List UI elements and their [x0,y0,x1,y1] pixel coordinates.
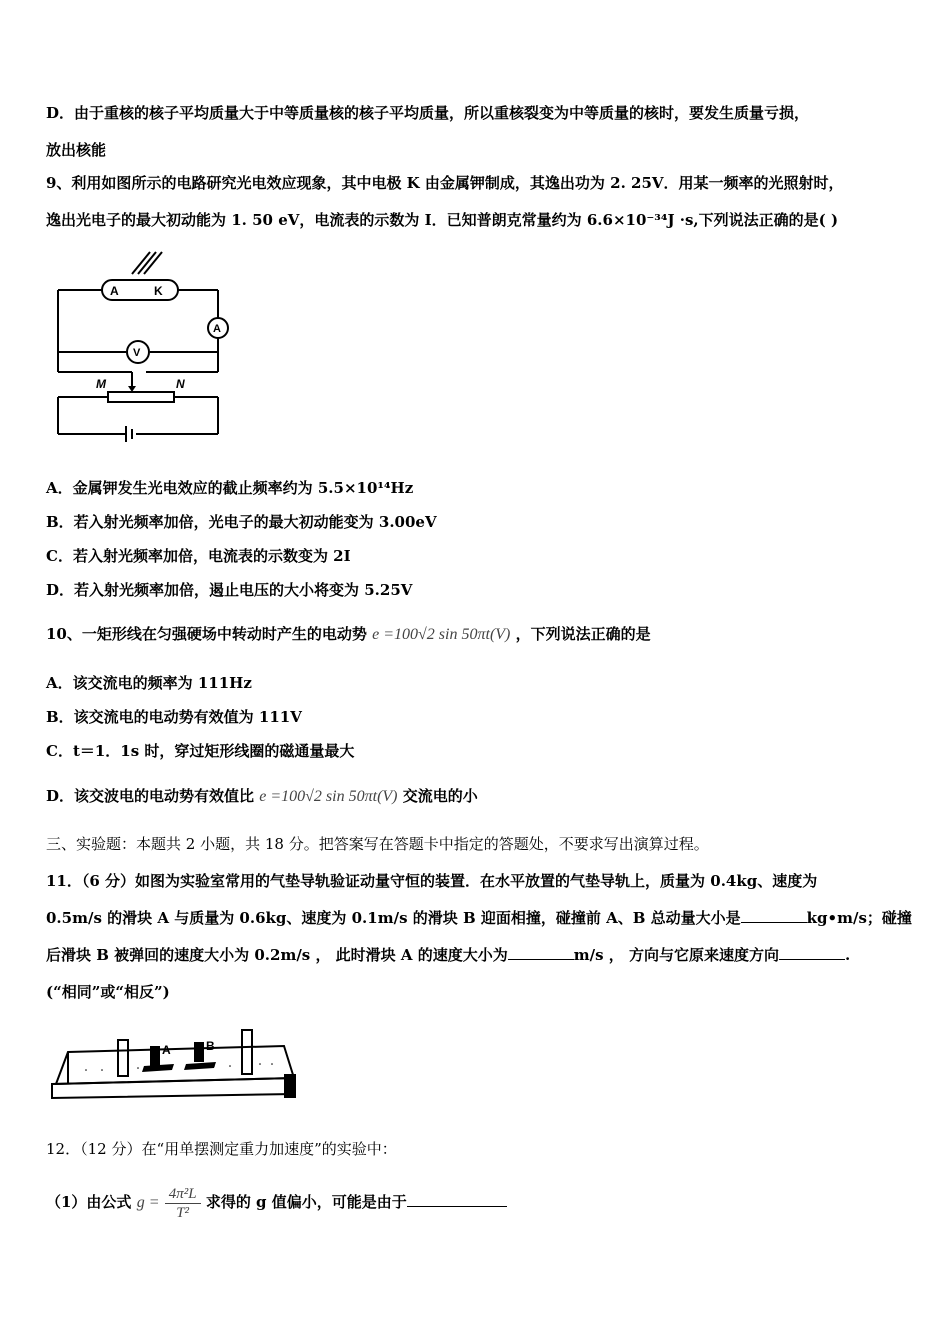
voltmeter-label: V [133,347,141,359]
q8-option-d-line2: 放出核能 [46,141,107,159]
q12-blank-reason[interactable] [407,1192,507,1207]
q12-formula-fraction [165,1185,201,1222]
q10-option-d-formula: e =100√2 sin 50πt(V) [259,788,398,805]
q11-line4: (“相同”或“相反”) [46,983,170,1001]
section3-title: 三、实验题：本题共 2 小题，共 18 分。把答案写在答题卡中指定的答题处，不要求写出演算过程。 [46,835,709,853]
ammeter-label: A [213,323,221,335]
q12-formula-lhs: g = [136,1194,160,1211]
q10-stem-pre: 10、一矩形线在匀强硬场中转动时产生的电动势 [46,625,367,643]
q12-stem: 12．（12 分）在“用单摆测定重力加速度”的实验中： [46,1140,397,1158]
q10-option-c: C．t＝1．1s 时，穿过矩形线圈的磁通量最大 [46,742,355,760]
q11-line3-pre: 后滑块 B 被弹回的速度大小为 0.2m/s ， 此时滑块 A 的速度大小为 [46,946,508,964]
q10-stem [46,624,651,645]
q11-line2-pre: 0.5m/s 的滑块 A 与质量为 0.6kg、速度为 0.1m/s 的滑块 B 迎面相撞，碰撞前 A、B 总动量大小是 [46,909,741,927]
q10-option-a: A．该交流电的频率为 111Hz [46,674,252,692]
q8-option-d-line1: D．由于重核的核子平均质量大于中等质量核的核子平均质量，所以重核裂变为中等质量的核时，要发生质量亏损， [46,104,810,122]
q11-line1: 11．（6 分）如图为实验室常用的气垫导轨验证动量守恒的装置．在水平放置的气垫导轨上，质量为 0.4kg、速度为 [46,872,818,890]
q12-sub1 [46,1184,507,1222]
q11-blank-a-speed[interactable] [508,945,574,960]
q11-blank-total-momentum[interactable] [741,908,807,923]
q11-line3-mid: m/s ， 方向与它原来速度方向 [573,946,780,964]
phototube-label-a: A [110,284,119,298]
q10-emf-formula: e =100√2 sin 50πt(V) [372,626,511,643]
q9-option-b: B．若入射光频率加倍，光电子的最大初动能变为 3.00eV [46,513,437,531]
rheostat-label-n: N [176,377,185,391]
q11-line2 [46,908,912,928]
q12-sub1-post: 求得的 g 值偏小，可能是由于 [205,1193,407,1211]
photoelectric-circuit-diagram [46,238,236,444]
q10-option-d-post: 交流电的小 [402,787,478,805]
q10-option-b: B．该交流电的电动势有效值为 111V [46,708,302,726]
q12-sub1-pre: （1）由公式 [46,1193,132,1211]
q10-option-d-pre: D．该交波电的电动势有效值比 [46,787,255,805]
q11-line3 [46,945,850,965]
q12-formula-numerator: 4π²L [165,1185,201,1204]
rheostat-label-m: M [96,377,106,391]
q12-formula-denominator: T² [176,1204,190,1221]
apparatus-label-b: B [206,1039,215,1053]
q9-stem-line1: 9、利用如图所示的电路研究光电效应现象，其中电极 K 由金属钾制成，其逸出功为 2. 25V．用某一频率的光照射时， [46,174,844,192]
q11-line3-post: . [845,946,851,964]
q9-option-a: A．金属钾发生光电效应的截止频率约为 5.5×10¹⁴Hz [46,479,414,497]
q10-stem-post: ，下列说法正确的是 [515,625,651,643]
q9-stem-line2: 逸出光电子的最大初动能为 1. 50 eV，电流表的示数为 I．已知普朗克常量约为 6.6×10⁻³⁴J ·s,下列说法正确的是( ) [46,211,839,229]
q11-line2-post: kg•m/s；碰撞 [806,909,912,927]
apparatus-label-a: A [162,1043,171,1057]
q9-option-c: C．若入射光频率加倍，电流表的示数变为 2I [46,547,351,565]
air-track-apparatus [46,1022,300,1102]
q9-option-d: D．若入射光频率加倍，遏止电压的大小将变为 5.25V [46,581,413,599]
q11-blank-direction[interactable] [779,945,845,960]
phototube-label-k: K [154,284,163,298]
q10-option-d [46,786,478,807]
